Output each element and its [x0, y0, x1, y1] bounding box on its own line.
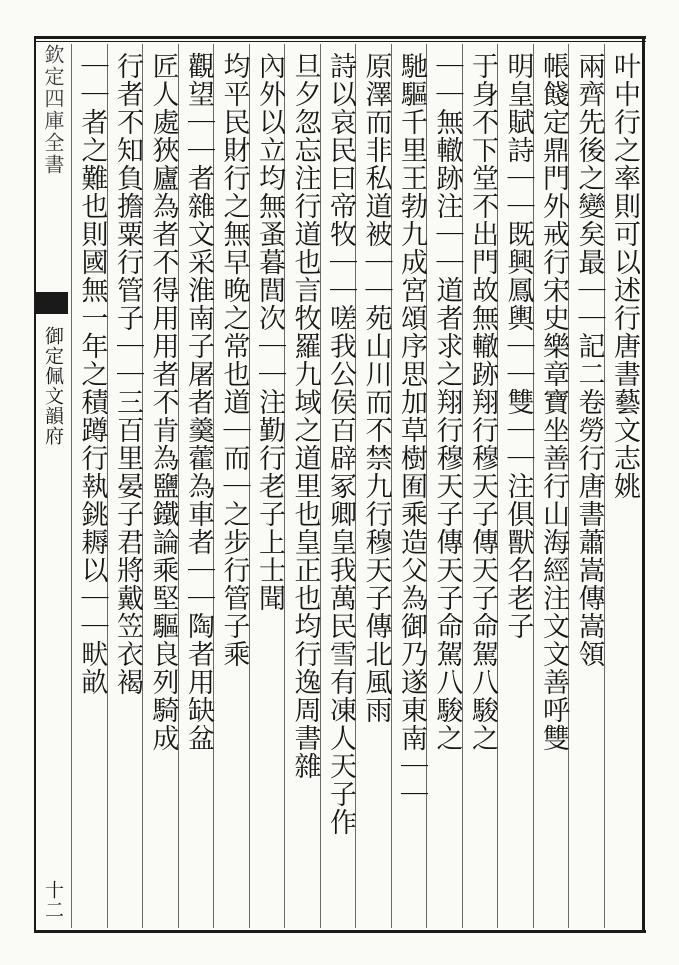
text-column: 詩以哀民曰帝牧｜｜嗟我公侯百辟冢卿皇我萬民雪有凍人天子作: [325, 52, 356, 836]
text-column: 均平民財行之無早晚之常也道｜而｜之步行管子乘: [218, 52, 250, 668]
text-column: 行者不知負擔粟行管子｜｜三百里晏子君將戴笠衣褐: [112, 52, 143, 696]
text-column: 叶中行之率則可以述行唐書藝文志姚: [609, 52, 640, 500]
text-column: ｜｜無轍跡注｜｜道者求之翔行穆天子傳天子命駕八駿之: [431, 52, 463, 752]
text-column: 觀望｜｜者雜文采淮南子屠者羹藿為車者｜｜陶者用缺盆: [183, 52, 214, 752]
text-column: 匠人處狹廬為者不得用用者不肯為鹽鐵論乘堅驅良列騎成: [147, 52, 179, 752]
text-column: 兩齊先後之變矣最｜｜記二卷勞行唐書蕭嵩傳嵩領: [573, 52, 605, 668]
margin-collection-title: 御定佩文韻府: [42, 326, 64, 446]
bottom-border: [34, 930, 646, 933]
text-column: 內外以立均無蚤暮閭次｜｜注勤行老子上士聞: [254, 52, 285, 612]
text-column: 旦夕忽忘注行道也言牧羅九域之道里也皇正也均行逸周書雜: [289, 52, 321, 780]
text-column: 明皇賦詩｜｜既興鳳輿｜｜雙｜｜注俱獸名老子: [502, 52, 534, 640]
top-border: [34, 36, 646, 39]
text-column: 帳餞定鼎門外戒行宋史樂章寶坐善行山海經注文文善呼雙: [538, 52, 569, 752]
text-column: 馳驅千里王勃九成宮頌序思加草樹囿乘造父為御乃遂東南｜｜: [396, 52, 427, 808]
text-column: 于身不下堂不出門故無轍跡翔行穆天子傳天子命駕八駿之: [467, 52, 498, 752]
column-divider: [71, 44, 72, 928]
top-border-inner: [34, 41, 646, 42]
text-column: ｜｜者之難也則國無一年之積蹲行執銚耨以｜｜畎畝: [76, 52, 108, 696]
page-number: 十二: [42, 880, 64, 920]
text-column: 原澤而非私道被｜｜苑山川而不禁九行穆天子傳北風雨: [360, 52, 392, 724]
fishtail-mark: [34, 292, 68, 314]
margin-book-title: 欽定四庫全書: [41, 44, 65, 176]
